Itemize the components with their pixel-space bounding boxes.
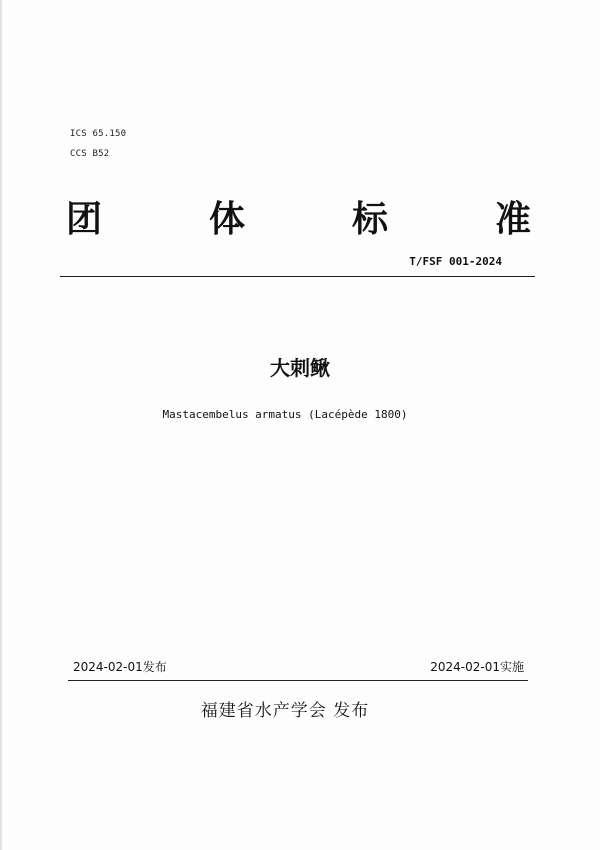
standard-number: T/FSF 001-2024 [409, 255, 502, 268]
scan-edge-shadow [0, 0, 3, 850]
document-title-chinese: 大刺鳅 [270, 356, 330, 380]
standard-type-char: 准 [495, 199, 532, 240]
standard-type-char: 体 [209, 199, 246, 240]
issuing-organization: 福建省水产学会 发布 [200, 701, 370, 721]
ics-code: ICS 65.150 [70, 129, 127, 139]
standard-type-heading [66, 196, 536, 244]
ccs-code: CCS B52 [70, 149, 110, 159]
document-title-latin: Mastacembelus armatus (Lacépède 1800) [162, 408, 408, 421]
standard-type-char: 团 [66, 199, 103, 240]
footer-divider [68, 680, 528, 681]
standard-type-char: 标 [352, 199, 389, 240]
header-divider [60, 276, 535, 277]
publish-date: 2024-02-01发布 [73, 660, 167, 674]
implement-date: 2024-02-01实施 [430, 660, 524, 674]
